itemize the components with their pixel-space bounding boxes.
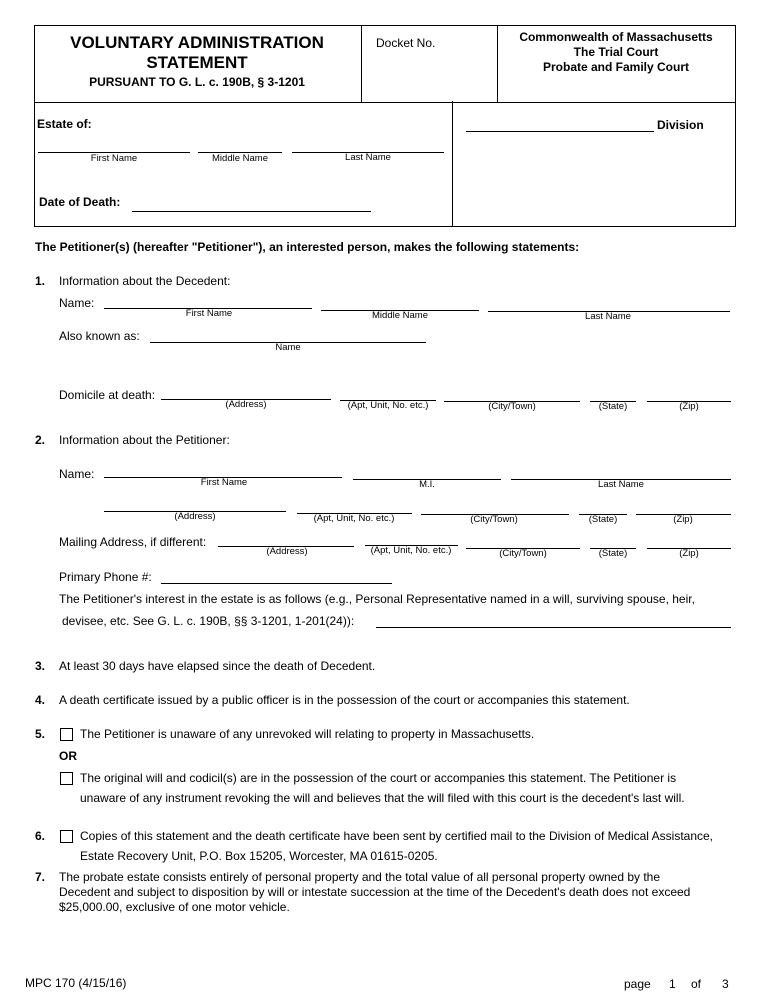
domicile-zip-caption: (Zip) <box>679 401 699 412</box>
domicile-city-caption: (City/Town) <box>488 401 536 412</box>
petitioner-apt-caption: (Apt, Unit, No. etc.) <box>313 513 395 524</box>
date-of-death-label: Date of Death: <box>39 195 121 209</box>
also-known-as-label: Also known as: <box>59 329 140 343</box>
decedent-name-label: Name: <box>59 296 95 310</box>
decedent-first-name-caption: First Name <box>185 308 233 319</box>
estate-divider <box>452 101 453 227</box>
page-total: 3 <box>722 977 729 991</box>
domicile-label: Domicile at death: <box>59 388 156 402</box>
will-filed-checkbox[interactable] <box>60 772 73 785</box>
mailing-state-caption: (State) <box>598 548 628 559</box>
form-id: MPC 170 (4/15/16) <box>25 976 127 990</box>
statute-reference: PURSUANT TO G. L. c. 190B, § 3-1201 <box>89 75 305 89</box>
of-label: of <box>691 977 702 991</box>
court-name-line3: Probate and Family Court <box>542 60 690 74</box>
division-label: Division <box>657 118 704 132</box>
domicile-state-caption: (State) <box>598 401 628 412</box>
court-name-line2: The Trial Court <box>573 45 659 59</box>
section-4-text: A death certificate issued by a public officer is in the possession of the court or accompanies this statement. <box>59 693 630 707</box>
petitioner-first-name-caption: First Name <box>200 477 248 488</box>
decedent-last-name-caption: Last Name <box>585 311 631 322</box>
division-field[interactable] <box>466 131 654 132</box>
masshealth-notice-line2: Estate Recovery Unit, P.O. Box 15205, Worcester, MA 01615-0205. <box>80 849 438 863</box>
page-label: page <box>624 977 651 991</box>
masshealth-notice-line1: Copies of this statement and the death certificate have been sent by certified mail to the Division of Medical Assistance, <box>80 829 714 843</box>
primary-phone-field[interactable] <box>161 583 392 584</box>
mailing-address-label: Mailing Address, if different: <box>59 535 207 549</box>
section-4-number: 4. <box>35 693 46 707</box>
section-2-heading: Information about the Petitioner: <box>59 433 230 447</box>
domicile-address-caption: (Address) <box>225 399 267 410</box>
petitioner-address-caption: (Address) <box>174 511 216 522</box>
mailing-city-caption: (City/Town) <box>499 548 547 559</box>
no-will-checkbox[interactable] <box>60 728 73 741</box>
also-known-as-caption: Name <box>275 342 301 353</box>
petitioner-interest-field[interactable] <box>376 627 731 628</box>
page-number: 1 <box>669 977 676 991</box>
section-7-line2: Decedent and subject to disposition by will or intestate succession at the time of the Decedent's death does not exceed <box>59 885 691 899</box>
petitioner-interest-line1: The Petitioner's interest in the estate is as follows (e.g., Personal Representative named in a will, surviving spouse, heir, <box>59 592 695 606</box>
section-5-number: 5. <box>35 727 46 741</box>
docket-label: Docket No. <box>376 36 436 50</box>
mailing-address-caption: (Address) <box>266 546 308 557</box>
petitioner-state-caption: (State) <box>588 514 618 525</box>
court-name-line1: Commonwealth of Massachusetts <box>519 30 713 44</box>
header-divider-1 <box>361 25 362 102</box>
section-6-number: 6. <box>35 829 46 843</box>
section-7-line3: $25,000.00, exclusive of one motor vehicle. <box>59 900 290 914</box>
estate-box <box>34 101 736 227</box>
mailing-apt-caption: (Apt, Unit, No. etc.) <box>370 545 452 556</box>
estate-of-label: Estate of: <box>37 117 92 131</box>
section-2-number: 2. <box>35 433 46 447</box>
section-7-number: 7. <box>35 870 46 884</box>
petitioner-mi-caption: M.I. <box>419 479 435 490</box>
section-3-text: At least 30 days have elapsed since the death of Decedent. <box>59 659 376 673</box>
petitioner-zip-caption: (Zip) <box>673 514 693 525</box>
estate-last-name-caption: Last Name <box>345 152 391 163</box>
form-title-line2: STATEMENT <box>146 53 248 72</box>
estate-first-name-caption: First Name <box>90 153 138 164</box>
masshealth-notice-checkbox[interactable] <box>60 830 73 843</box>
section-3-number: 3. <box>35 659 46 673</box>
form-title-line1: VOLUNTARY ADMINISTRATION <box>70 33 324 52</box>
petitioner-intro: The Petitioner(s) (hereafter "Petitioner"), an interested person, makes the following statements: <box>35 240 580 254</box>
decedent-middle-name-caption: Middle Name <box>372 310 428 321</box>
petitioner-last-name-caption: Last Name <box>598 479 644 490</box>
estate-middle-name-caption: Middle Name <box>212 153 268 164</box>
mailing-zip-caption: (Zip) <box>679 548 699 559</box>
section-1-heading: Information about the Decedent: <box>59 274 231 288</box>
no-will-text: The Petitioner is unaware of any unrevoked will relating to property in Massachusetts. <box>80 727 535 741</box>
will-filed-text-line2: unaware of any instrument revoking the will and believes that the will filed with this court is the decedent's last will. <box>80 791 685 805</box>
date-of-death-field[interactable] <box>132 211 371 212</box>
section-7-line1: The probate estate consists entirely of personal property and the total value of all personal property owned by the <box>59 870 661 884</box>
petitioner-city-caption: (City/Town) <box>470 514 518 525</box>
section-1-number: 1. <box>35 274 46 288</box>
petitioner-name-label: Name: <box>59 467 95 481</box>
domicile-apt-caption: (Apt, Unit, No. etc.) <box>347 400 429 411</box>
primary-phone-label: Primary Phone #: <box>59 570 152 584</box>
will-filed-text-line1: The original will and codicil(s) are in the possession of the court or accompanies this statement. The Petitioner is <box>80 771 677 785</box>
petitioner-interest-line2: devisee, etc. See G. L. c. 190B, §§ 3-1201, 1-201(24)): <box>62 614 355 628</box>
or-label: OR <box>59 749 77 763</box>
